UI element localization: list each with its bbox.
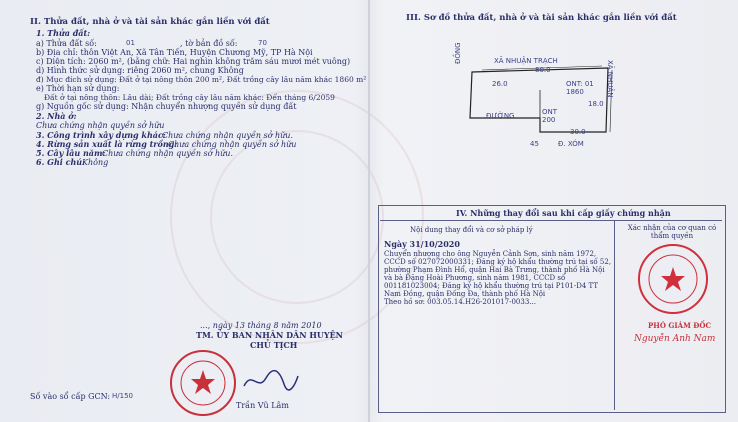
land-section-title: 1. Thửa đất: [36,28,91,38]
note-label: 6. Ghi chú: [36,157,86,167]
origin-line: g) Nguồn gốc sử dụng: Nhận chuyển nhượng quyền sử dụng đất [36,102,297,111]
trees-label: 5. Cây lâu năm: [36,148,106,158]
note-value: Không [82,158,109,167]
parcel-number: 01 [126,39,135,47]
top-edge-length: 80.0 [535,66,551,74]
change-entry-line: CCCD số 027072000331; Đăng ký hộ khẩu thường trú tại số 52, [384,258,612,266]
chairman-signature [240,368,300,394]
trees-value: Chưa chứng nhận quyền sở hữu. [102,149,233,158]
confirm-name: Nguyễn Anh Nam [634,334,716,344]
parcel-code: ONT: 01 [566,80,594,88]
duration-value: Đất ở tại nông thôn: Lâu dài; Đất trồng cây lâu năm khác: Đến tháng 6/2059 [44,93,335,102]
column-divider [614,220,615,410]
dim-right: 18.0 [588,100,604,108]
sub-parcel-code: ONT [542,108,558,116]
area-line: c) Diện tích: 2060 m², (bằng chữ: Hai nghìn không trăm sáu mươi mét vuông) [36,57,351,66]
parcel-diagram [452,50,652,150]
page-fold [368,0,370,422]
issuing-organization: TM. ỦY BAN NHÂN DÂN HUYỆN [196,330,343,340]
col-content-header: Nội dung thay đổi và cơ sở pháp lý [410,226,533,234]
branch-red-seal [636,242,710,316]
map-sheet-number: 70 [258,39,267,47]
change-entry-line: Theo hồ sơ: 003.05.14.H26-201017-0033... [384,298,536,306]
red-official-seal [168,348,238,418]
watermark-emblem-inner [210,130,384,304]
house-label: 2. Nhà ở: [36,111,77,121]
sub-parcel-area: 200 [542,116,556,124]
change-entry-line: phường Phạm Đình Hổ, quận Hai Bà Trưng, thành phố Hà Nội [384,266,605,274]
signer-name: Trần Vũ Lâm [236,401,289,410]
construction-label: 3. Công trình xây dựng khác: [36,130,166,140]
change-entry-line: 001181023004; Đăng ký hộ khẩu thường trú tại P101-D4 TT [384,282,599,290]
usage-form-line: d) Hình thức sử dụng: riêng 2060 m², chung Không [36,66,244,75]
forest-label: 4. Rừng sản xuất là rừng trồng: [36,139,178,149]
corner-label: 45 [530,140,539,148]
parcel-label: a) Thửa đất số: [36,39,97,48]
road-bottom-label: Đ. XÓM [558,140,584,148]
col-confirm-header: Xác nhận của cơ quan có thẩm quyền [627,224,717,240]
right-heading: III. Sơ đồ thửa đất, nhà ở và tài sản khác gắn liền với đất [406,13,677,23]
changes-heading: IV. Những thay đổi sau khi cấp giấy chứng nhận [456,208,671,218]
change-entry-line: Chuyển nhượng cho ông Nguyễn Cảnh Sơn, sinh năm 1972, [384,250,597,258]
bottom-edge-length: 30.0 [570,128,586,136]
left-edge-length: 26.0 [492,80,508,88]
construction-value: Chưa chứng nhận quyền sở hữu. [162,131,293,140]
cert-number-value: H/150 [112,392,133,400]
table-divider [380,220,722,221]
signer-title: CHỦ TỊCH [250,340,298,350]
map-sheet-label: , tờ bản đồ số: [180,39,238,48]
change-entry-date: Ngày 31/10/2020 [384,239,460,249]
purpose-line: đ) Mục đích sử dụng: Đất ở tại nông thôn 200 m², Đất trồng cây lâu năm khác 1860 m² [36,75,367,84]
change-entry-line: và bà Đặng Hoài Phương, sinh năm 1981, CCCD số [384,274,566,282]
left-heading: II. Thửa đất, nhà ở và tài sản khác gắn liền với đất [30,17,270,27]
right-side-label: XÃ NHUẬN [606,60,614,98]
change-entry-line: Nam Đồng, quận Đống Đa, thành phố Hà Nội [384,290,546,298]
confirm-role: PHÓ GIÁM ĐỐC [648,321,712,330]
issue-date: ..., ngày 13 tháng 8 năm 2010 [200,321,322,330]
parcel-area-value: 1860 [566,88,584,96]
left-road-label: ĐƯỜNG [486,112,515,120]
duration-label: e) Thời hạn sử dụng: [36,84,120,93]
house-value: Chưa chứng nhận quyền sở hữu [36,121,165,130]
address-line: b) Địa chỉ: thôn Việt An, Xã Tân Tiến, Huyện Chương Mỹ, TP Hà Nội [36,48,313,57]
road-top-label: XÃ NHUẬN TRẠCH [494,57,558,65]
forest-value: Chưa chứng nhận quyền sở hữu [168,140,297,149]
left-side-label: ĐỒNG [454,42,462,64]
cert-number-label: Số vào sổ cấp GCN: [30,392,111,401]
